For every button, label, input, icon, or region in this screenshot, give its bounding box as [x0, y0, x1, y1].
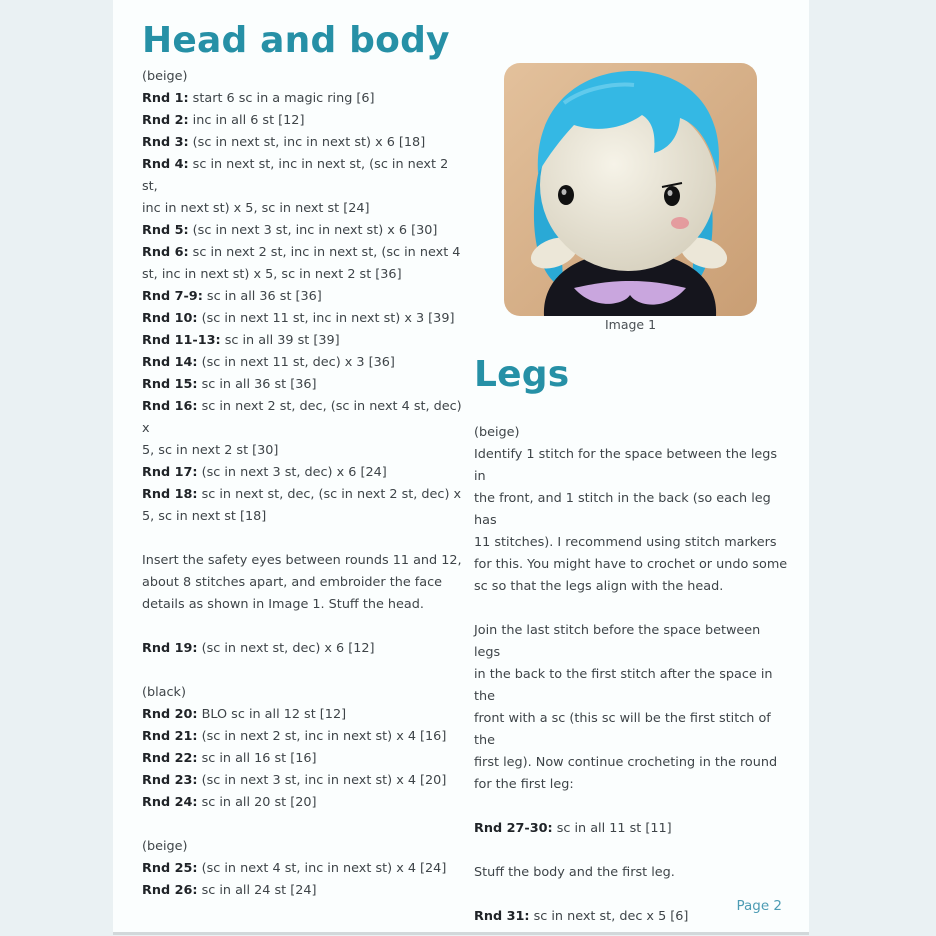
yarn-color-label: (beige)	[142, 69, 188, 84]
round-line-cont: st, inc in next st) x 5, sc in next 2 st [36]	[142, 267, 402, 282]
round-line-cont: 5, sc in next 2 st [30]	[142, 443, 279, 458]
paragraph-line: the front, and 1 stitch in the back (so each leg has	[474, 491, 771, 528]
paragraph-line: for this. You might have to crochet or undo some	[474, 557, 788, 572]
round-line: Rnd 11-13: sc in all 39 st [39]	[142, 333, 340, 348]
round-line: Rnd 27-30: sc in all 11 st [11]	[474, 821, 672, 836]
round-line: Rnd 14: (sc in next 11 st, dec) x 3 [36]	[142, 355, 395, 370]
round-line: Rnd 21: (sc in next 2 st, inc in next st) x 4 [16]	[142, 729, 447, 744]
head-body-instructions	[142, 66, 462, 902]
round-line: Rnd 17: (sc in next 3 st, dec) x 6 [24]	[142, 465, 387, 480]
round-line: Rnd 7-9: sc in all 36 st [36]	[142, 289, 322, 304]
round-line: Rnd 5: (sc in next 3 st, inc in next st) x 6 [30]	[142, 223, 438, 238]
round-line: Rnd 10: (sc in next 11 st, inc in next st) x 3 [39]	[142, 311, 455, 326]
paragraph-line: for the first leg:	[474, 777, 574, 792]
instruction-note: Insert the safety eyes between rounds 11 and 12,	[142, 553, 462, 568]
round-line: Rnd 19: (sc in next st, dec) x 6 [12]	[142, 641, 375, 656]
paragraph-line: 11 stitches). I recommend using stitch markers	[474, 535, 777, 550]
image-caption: Image 1	[604, 317, 657, 332]
round-line: Rnd 3: (sc in next st, inc in next st) x 6 [18]	[142, 135, 426, 150]
round-line: Rnd 4: sc in next st, inc in next st, (sc in next 2 st,	[142, 157, 449, 194]
round-line: Rnd 16: sc in next 2 st, dec, (sc in next 4 st, dec) x	[142, 399, 462, 436]
round-line: Rnd 18: sc in next st, dec, (sc in next 2 st, dec) x	[142, 487, 462, 502]
paragraph-line: in the back to the first stitch after the space in the	[474, 667, 773, 704]
yarn-color-label: (black)	[142, 685, 186, 700]
paragraph-line: sc so that the legs align with the head.	[474, 579, 724, 594]
round-line: Rnd 20: BLO sc in all 12 st [12]	[142, 707, 347, 722]
instruction-note: details as shown in Image 1. Stuff the head.	[142, 597, 424, 612]
round-line: Rnd 1: start 6 sc in a magic ring [6]	[142, 91, 375, 106]
amigurumi-doll-photo	[504, 63, 757, 316]
paragraph-line: front with a sc (this sc will be the first stitch of the	[474, 711, 771, 748]
round-line: Rnd 6: sc in next 2 st, inc in next st, (sc in next 4	[142, 245, 461, 260]
instruction-note: about 8 stitches apart, and embroider the face	[142, 575, 443, 590]
round-line: Rnd 25: (sc in next 4 st, inc in next st) x 4 [24]	[142, 861, 447, 876]
paragraph-line: Identify 1 stitch for the space between the legs in	[474, 447, 778, 484]
section-title-legs: Legs	[474, 354, 570, 395]
round-line: Rnd 24: sc in all 20 st [20]	[142, 795, 317, 810]
round-line-cont: 5, sc in next st [18]	[142, 509, 267, 524]
round-line: Rnd 31: sc in next st, dec x 5 [6]	[474, 909, 689, 924]
paragraph-line: Join the last stitch before the space between legs	[474, 623, 761, 660]
legs-instructions	[474, 422, 790, 928]
yarn-color-label: (beige)	[142, 839, 188, 854]
round-line: Rnd 15: sc in all 36 st [36]	[142, 377, 317, 392]
instruction-note: Stuff the body and the first leg.	[474, 865, 675, 880]
round-line: Rnd 2: inc in all 6 st [12]	[142, 113, 305, 128]
section-title-head-body: Head and body	[142, 20, 450, 61]
document-page	[113, 0, 809, 935]
round-line: Rnd 23: (sc in next 3 st, inc in next st) x 4 [20]	[142, 773, 447, 788]
doll-illustration	[504, 63, 757, 316]
page-number: Page 2	[736, 898, 782, 914]
round-line: Rnd 26: sc in all 24 st [24]	[142, 883, 317, 898]
round-line: Rnd 22: sc in all 16 st [16]	[142, 751, 317, 766]
yarn-color-label: (beige)	[474, 425, 520, 440]
paragraph-line: first leg). Now continue crocheting in the round	[474, 755, 778, 770]
round-line-cont: inc in next st) x 5, sc in next st [24]	[142, 201, 370, 216]
